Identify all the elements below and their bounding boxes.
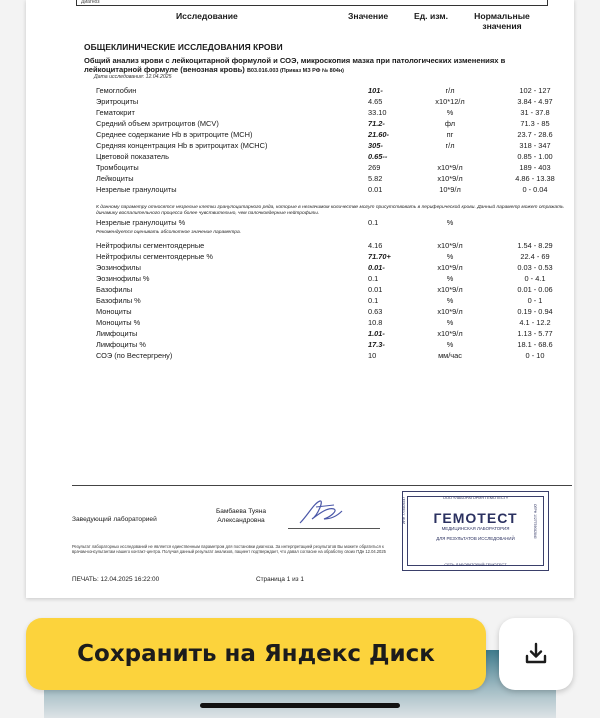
row-value: 0.1 — [368, 296, 379, 305]
row-norm: 1.13 - 5.77 — [517, 329, 553, 338]
row-name: Нейтрофилы сегментоядерные % — [96, 252, 213, 261]
row-norm: 71.3 - 85 — [520, 119, 550, 128]
sub-title-text: Общий анализ крови с лейкоцитарной формулой и СОЭ, микроскопия мазка при патологических изменениях в лейкоцитарной формуле (венозная кровь) — [84, 56, 506, 74]
row-name: Моноциты % — [96, 318, 141, 327]
row-name: Незрелые гранулоциты — [96, 185, 177, 194]
diagnosis-box — [76, 0, 548, 6]
row-unit: % — [446, 296, 454, 305]
row-value: 21.60- — [368, 130, 389, 139]
table-row — [96, 185, 566, 195]
header-norm: Нормальные значения — [474, 11, 530, 31]
row-name: Цветовой показатель — [96, 152, 169, 161]
row-name: Нейтрофилы сегментоядерные — [96, 241, 205, 250]
disclaimer: Результат лабораторных исследований не является единственным параметром для постановки диагноза. За интерпретацией результатов Вы можете обратиться к врачам-консультантам нашего контакт-центра. Получая данный результат анализов, пациент подтверждает, что давал согласие на обработку своих ПДн 12.04.2025 — [72, 544, 386, 555]
row-unit: % — [446, 274, 454, 283]
row-name: Тромбоциты — [96, 163, 139, 172]
row-norm: 4.1 - 12.2 — [519, 318, 551, 327]
stamp-top-text: ООО «ЛАБОРАТОРИЯ ГЕМОТЕСТ» — [442, 495, 509, 500]
row-value: 0.01- — [368, 263, 385, 272]
row-name: СОЭ (по Вестергрену) — [96, 351, 173, 360]
table-row — [96, 351, 566, 361]
signature-icon — [294, 497, 348, 527]
stamp-ogrn: ОГРН 1027739082840 — [533, 504, 538, 539]
row-value: 0.65-- — [368, 152, 388, 161]
row-value: 4.65 — [368, 97, 383, 106]
row-unit: x10*12/л — [435, 97, 465, 106]
row-unit: % — [446, 318, 454, 327]
row-value: 269 — [368, 163, 381, 172]
signer-role: Заведующий лабораторией — [72, 516, 157, 523]
row-value: 305- — [368, 141, 383, 150]
signer-name: Бамбаева Туяна Александровна — [215, 508, 267, 524]
row-unit: % — [446, 108, 454, 117]
row-norm: 23.7 - 28.6 — [517, 130, 553, 139]
table-row — [96, 163, 566, 173]
table-row — [96, 119, 566, 129]
row-unit: x10*9/л — [437, 174, 463, 183]
row-name: Средний объем эритроцитов (MCV) — [96, 119, 219, 128]
save-to-yandex-disk-button[interactable]: Сохранить на Яндекс Диск — [26, 618, 486, 690]
table-row — [96, 285, 566, 295]
table-row — [96, 218, 566, 228]
row-value: 71.2- — [368, 119, 385, 128]
table-row — [96, 340, 566, 350]
diagnosis-label: Диагноз — [81, 0, 100, 5]
table-row — [96, 329, 566, 339]
header-value: Значение — [348, 11, 389, 21]
row-value: 10 — [368, 351, 377, 360]
table-row — [96, 263, 566, 273]
table-row — [96, 152, 566, 162]
row-unit: % — [446, 340, 454, 349]
row-value: 101- — [368, 86, 383, 95]
sub-title-code: B03.016.003 (Приказ МЗ РФ № 804н) — [246, 68, 344, 74]
row-norm: 0.01 - 0.06 — [517, 285, 553, 294]
row-value: 5.82 — [368, 174, 383, 183]
row-name: Лимфоциты % — [96, 340, 146, 349]
row-name: Лейкоциты — [96, 174, 134, 183]
row-name: Гемоглобин — [96, 86, 137, 95]
table-row — [96, 252, 566, 262]
table-row — [96, 141, 566, 151]
lab-stamp — [402, 491, 549, 571]
note-immature-granulocytes: К данному параметру относятся незрелые клетки гранулоцитарного ряда, которые в незначимом количестве могут присутствовать в периферической крови. Данный параметр может отражать динамику воспалительного процесса более чувствительно, чем палочкоядерные нейтрофилы. — [96, 205, 564, 216]
document-page — [26, 0, 574, 598]
table-row — [96, 108, 566, 118]
stamp-bottom-text: СЕТЬ ЛАБОРАТОРИЙ ГЕМОТЕСТ — [444, 562, 507, 567]
row-unit: x10*9/л — [437, 163, 463, 172]
row-value: 4.16 — [368, 241, 383, 250]
header-unit: Ед. изм. — [414, 11, 449, 21]
study-date: Дата исследования: 12.04.2025 — [94, 74, 172, 80]
page-number: Страница 1 из 1 — [256, 576, 304, 583]
row-unit: x10*9/л — [437, 241, 463, 250]
row-norm: 0.19 - 0.94 — [517, 307, 553, 316]
row-norm: 18.1 - 68.6 — [517, 340, 553, 349]
download-icon — [523, 641, 549, 667]
row-value: 0.01 — [368, 285, 383, 294]
row-name: Гематокрит — [96, 108, 135, 117]
row-norm: 318 - 347 — [519, 141, 551, 150]
table-row — [96, 274, 566, 284]
row-name: Лимфоциты — [96, 329, 138, 338]
row-value: 0.63 — [368, 307, 383, 316]
row-unit: % — [446, 252, 454, 261]
row-norm: 0.03 - 0.53 — [517, 263, 553, 272]
row-unit: фл — [444, 119, 456, 128]
row-norm: 31 - 37.8 — [520, 108, 550, 117]
table-row — [96, 97, 566, 107]
note-absolute: Рекомендуется оценивать абсолютное значение параметра. — [96, 230, 242, 235]
row-name: Базофилы % — [96, 296, 141, 305]
row-value: 0.1 — [368, 274, 379, 283]
stamp-frame — [407, 496, 544, 566]
print-timestamp: ПЕЧАТЬ: 12.04.2025 16:22:00 — [72, 576, 160, 583]
table-row — [96, 174, 566, 184]
row-norm: 102 - 127 — [519, 86, 551, 95]
row-unit: мм/час — [438, 351, 462, 360]
row-name: Незрелые гранулоциты % — [96, 218, 186, 227]
stamp-brand: ГЕМОТЕСТ — [433, 510, 518, 526]
row-unit: % — [446, 218, 454, 227]
row-name: Среднее содержание Hb в эритроците (MCH) — [96, 130, 253, 139]
row-norm: 0 - 10 — [525, 351, 545, 360]
row-unit: x10*9/л — [437, 285, 463, 294]
row-value: 33.10 — [368, 108, 387, 117]
row-unit: x10*9/л — [437, 307, 463, 316]
sub-title — [84, 56, 554, 76]
table-row — [96, 318, 566, 328]
row-norm: 3.84 - 4.97 — [517, 97, 553, 106]
table-row — [96, 241, 566, 251]
row-norm: 1.54 - 8.29 — [517, 241, 553, 250]
row-unit: x10*9/л — [437, 329, 463, 338]
stamp-inn: ИНН 7706806347 — [402, 496, 406, 524]
row-norm: 0 - 1 — [527, 296, 543, 305]
divider — [72, 485, 572, 486]
download-button[interactable] — [499, 618, 573, 690]
table-row — [96, 86, 566, 96]
row-name: Моноциты — [96, 307, 132, 316]
row-name: Средняя концентрация Hb в эритроцитах (MCHC) — [96, 141, 268, 150]
table-row — [96, 307, 566, 317]
row-norm: 0 - 4.1 — [524, 274, 546, 283]
row-unit: x10*9/л — [437, 263, 463, 272]
stamp-tagline: МЕДИЦИНСКАЯ ЛАБОРАТОРИЯ — [441, 526, 510, 531]
home-indicator[interactable] — [200, 703, 400, 708]
table-row — [96, 130, 566, 140]
row-unit: г/л — [445, 86, 455, 95]
row-unit: 10*9/л — [439, 185, 461, 194]
stamp-for-results: ДЛЯ РЕЗУЛЬТАТОВ ИССЛЕДОВАНИЙ — [436, 536, 515, 541]
row-value: 17.3- — [368, 340, 385, 349]
section-title: ОБЩЕКЛИНИЧЕСКИЕ ИССЛЕДОВАНИЯ КРОВИ — [84, 42, 283, 52]
row-norm: 0.85 - 1.00 — [517, 152, 553, 161]
row-name: Базофилы — [96, 285, 133, 294]
table-row — [96, 296, 566, 306]
row-name: Эозинофилы — [96, 263, 141, 272]
row-name: Эозинофилы % — [96, 274, 150, 283]
row-value: 0.01 — [368, 185, 383, 194]
row-unit: г/л — [445, 141, 455, 150]
row-value: 10.8 — [368, 318, 383, 327]
row-value: 0.1 — [368, 218, 379, 227]
row-norm: 0 - 0.04 — [522, 185, 548, 194]
header-study: Исследование — [176, 11, 238, 21]
row-norm: 22.4 - 69 — [520, 252, 550, 261]
row-unit: пг — [446, 130, 454, 139]
row-value: 1.01- — [368, 329, 385, 338]
row-norm: 4.86 - 13.38 — [515, 174, 555, 183]
signature-line — [288, 528, 380, 529]
row-value: 71.70+ — [368, 252, 391, 261]
row-norm: 189 - 403 — [519, 163, 551, 172]
row-name: Эритроциты — [96, 97, 139, 106]
